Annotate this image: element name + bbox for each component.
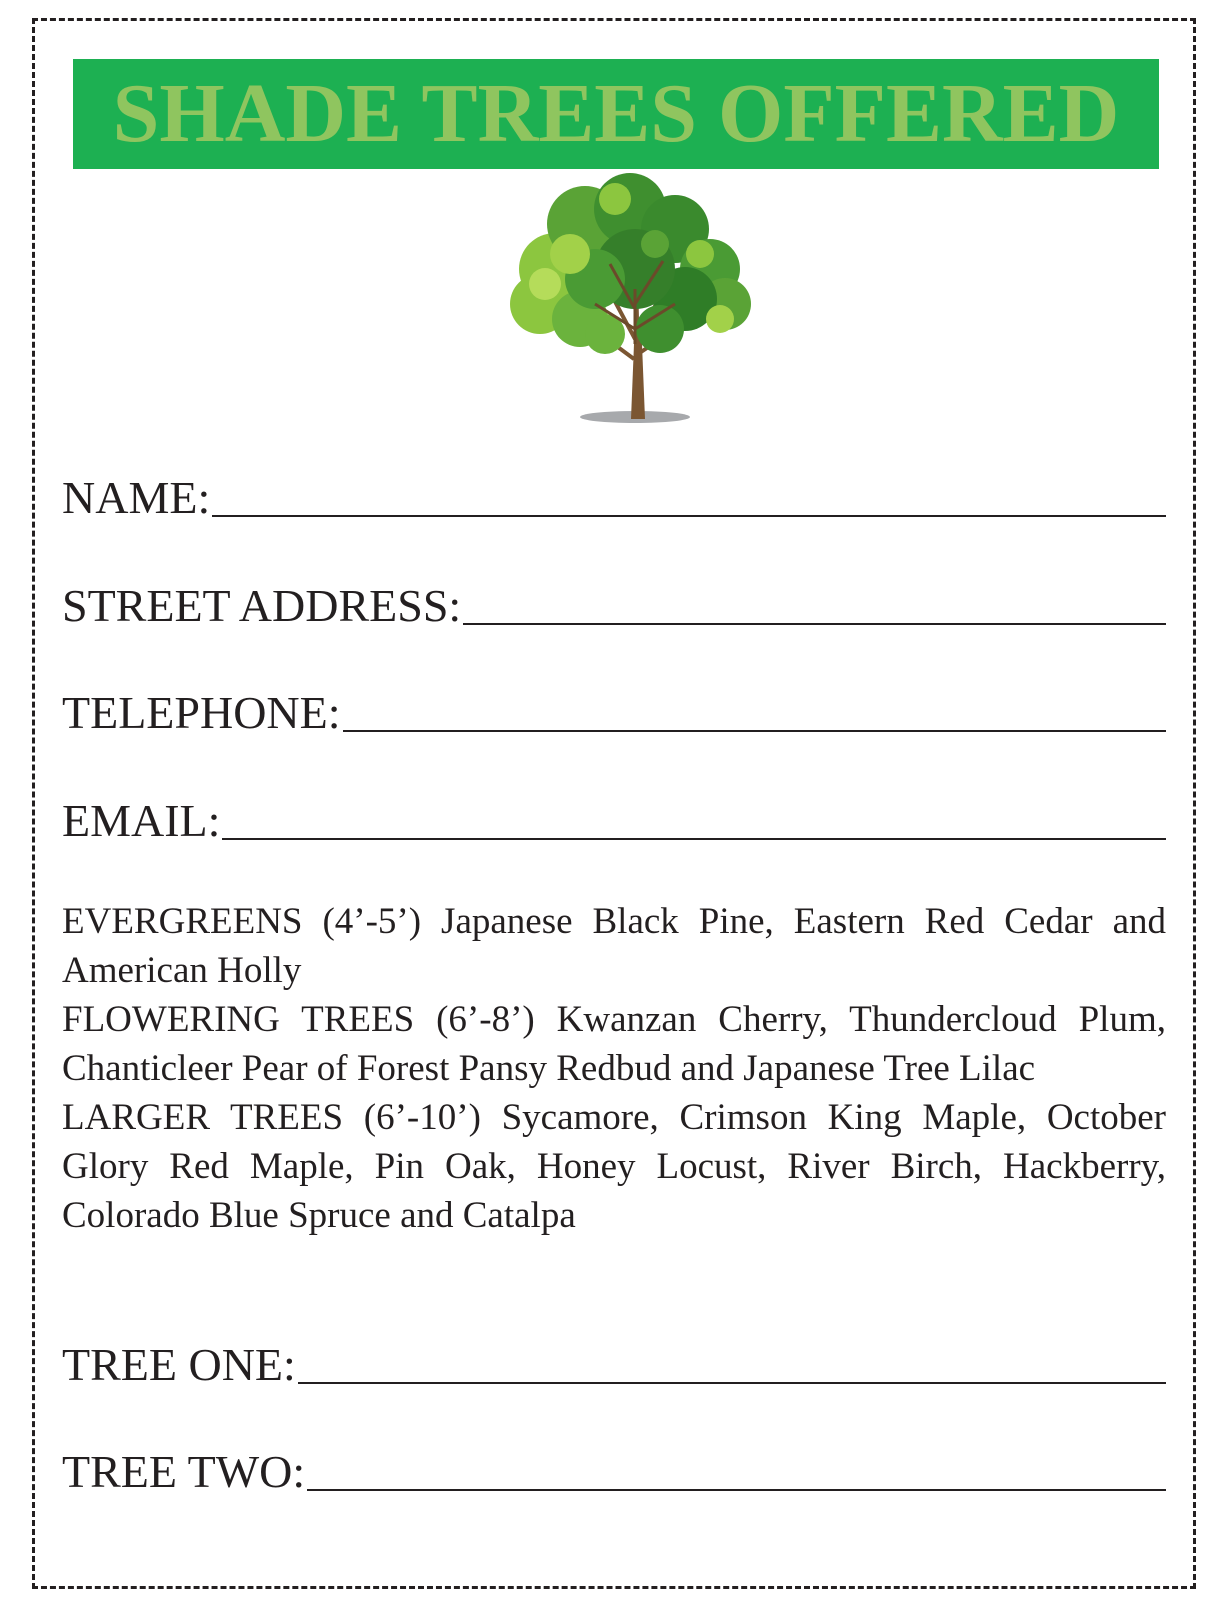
coupon-border — [32, 18, 1196, 1589]
email-input-line[interactable] — [222, 838, 1166, 840]
email-label: EMAIL: — [62, 795, 221, 846]
street-address-field[interactable] — [62, 569, 1166, 629]
tree-one-field[interactable] — [62, 1328, 1166, 1388]
flowering-trees-category: FLOWERING TREES (6’-8’) Kwanzan Cherry, Thundercloud Plum, Chanticleer Pear of Forest Pansy Redbud and Japanese Tree Lilac — [62, 999, 1166, 1089]
telephone-label: TELEPHONE: — [62, 687, 341, 738]
tree-two-label: TREE TWO: — [62, 1446, 306, 1497]
street-address-input-line[interactable] — [463, 623, 1166, 625]
tree-one-input-line[interactable] — [298, 1382, 1166, 1384]
telephone-field[interactable] — [62, 676, 1166, 736]
page-title: SHADE TREES OFFERED — [112, 67, 1120, 160]
title-banner — [73, 59, 1159, 169]
evergreens-category: EVERGREENS (4’-5’) Japanese Black Pine, Eastern Red Cedar and American Holly — [62, 901, 1166, 991]
name-field[interactable] — [62, 461, 1166, 521]
email-field[interactable] — [62, 784, 1166, 844]
name-input-line[interactable] — [212, 515, 1166, 517]
street-address-label: STREET ADDRESS: — [62, 580, 462, 631]
tree-icon — [485, 169, 755, 431]
tree-categories-list — [62, 897, 1166, 1240]
name-label: NAME: — [62, 472, 211, 523]
tree-one-label: TREE ONE: — [62, 1339, 296, 1390]
tree-two-field[interactable] — [62, 1435, 1166, 1495]
telephone-input-line[interactable] — [343, 730, 1166, 732]
tree-two-input-line[interactable] — [307, 1489, 1166, 1491]
larger-trees-category: LARGER TREES (6’-10’) Sycamore, Crimson King Maple, October Glory Red Maple, Pin Oak, Honey Locust, River Birch, Hackberry, Colorado Blue Spruce and Catalpa — [62, 1097, 1166, 1236]
